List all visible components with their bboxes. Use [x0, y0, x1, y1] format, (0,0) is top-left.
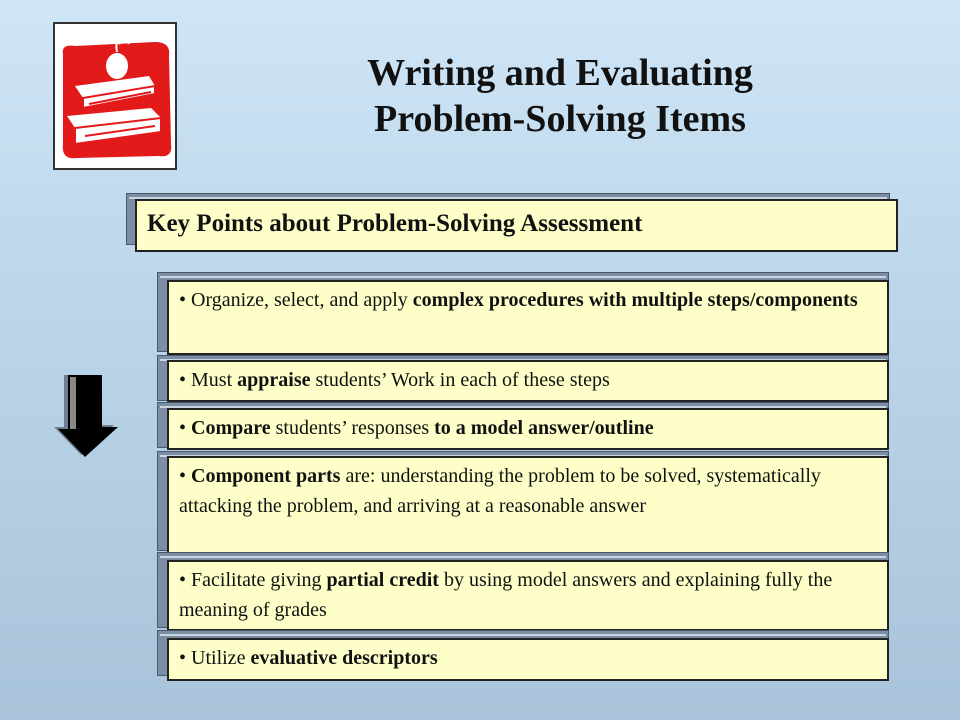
key-point-5 — [167, 560, 889, 631]
point-text: are: understanding the problem to be solved, systematically attacking the problem, and arriving at a reasonable answer — [179, 465, 821, 517]
point-text: Must — [191, 369, 238, 391]
point-bold-text: Compare — [191, 417, 271, 439]
bullet: • — [179, 647, 192, 669]
point-bold-text: appraise — [237, 369, 311, 391]
header-label: Key Points about Problem-Solving Assessment — [147, 210, 643, 237]
point-text: Organize, select, and apply — [191, 289, 413, 311]
bullet: • — [179, 465, 192, 487]
point-bold-text: to a model answer/outline — [434, 417, 654, 439]
point-text: students’ Work in each of these steps — [310, 369, 610, 391]
down-arrow-icon — [54, 375, 122, 459]
bullet: • — [179, 417, 192, 439]
bullet: • — [179, 369, 192, 391]
key-point-6 — [167, 638, 889, 681]
point-text: Facilitate giving — [191, 569, 327, 591]
key-point-3 — [167, 408, 889, 450]
header-card — [135, 199, 898, 252]
point-bold-text: Component parts — [191, 465, 341, 487]
point-text: Utilize — [191, 647, 251, 669]
bullet: • — [179, 289, 192, 311]
key-point-1 — [167, 280, 889, 355]
point-text: by using model answers and explaining fully the meaning of grades — [179, 569, 833, 621]
key-point-4 — [167, 456, 889, 554]
title-line-1: Writing and Evaluating — [367, 52, 753, 94]
point-text: students’ responses — [270, 417, 435, 439]
page-title — [220, 50, 900, 142]
books-apple-icon — [55, 24, 175, 168]
key-point-2 — [167, 360, 889, 402]
point-bold-text: evaluative descriptors — [250, 647, 438, 669]
books-apple-logo — [53, 22, 177, 170]
bullet: • — [179, 569, 192, 591]
title-line-2: Problem-Solving Items — [374, 98, 746, 140]
point-bold-text: complex procedures with multiple steps/components — [412, 289, 858, 311]
point-bold-text: partial credit — [326, 569, 439, 591]
